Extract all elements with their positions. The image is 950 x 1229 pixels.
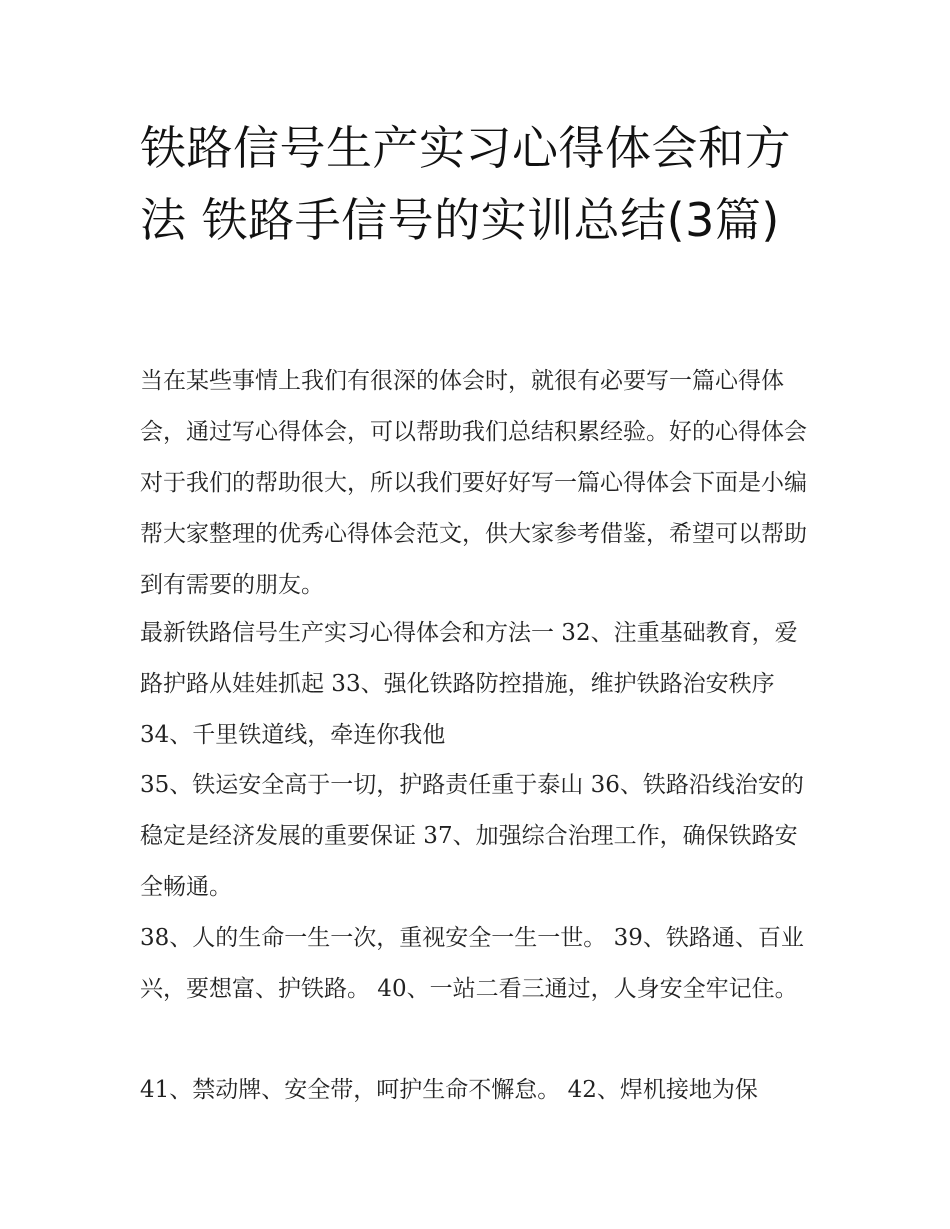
- document-title: 铁路信号生产实习心得体会和方法 铁路手信号的实训总结(3篇): [140, 121, 791, 247]
- body-paragraph: 35、铁运安全高于一切，护路责任重于泰山 36、铁路沿线治安的稳定是经济发展的重要保证 37、加强综合治理工作，确保铁路安全畅通。: [140, 772, 804, 900]
- body-paragraph: 38、人的生命一生一次，重视安全一生一世。 39、铁路通、百业兴，要想富、护铁路。 40、一站二看三通过，人身安全牢记住。: [140, 925, 804, 1002]
- body-paragraph: 最新铁路信号生产实习心得体会和方法一 32、注重基础教育，爱路护路从娃娃抓起 33、强化铁路防控措施，维护铁路治安秩序 34、千里铁道线，牵连你我他: [140, 620, 798, 748]
- body-paragraph: 41、禁动牌、安全带，呵护生命不懈怠。 42、焊机接地为保: [140, 1077, 758, 1103]
- intro-paragraph: 当在某些事情上我们有很深的体会时，就很有必要写一篇心得体会，通过写心得体会，可以帮助我们总结积累经验。好的心得体会对于我们的帮助很大，所以我们要好好写一篇心得体会下面是小编帮大家整理的优秀心得体会范文，供大家参考借鉴，希望可以帮助到有需要的朋友。: [140, 368, 807, 598]
